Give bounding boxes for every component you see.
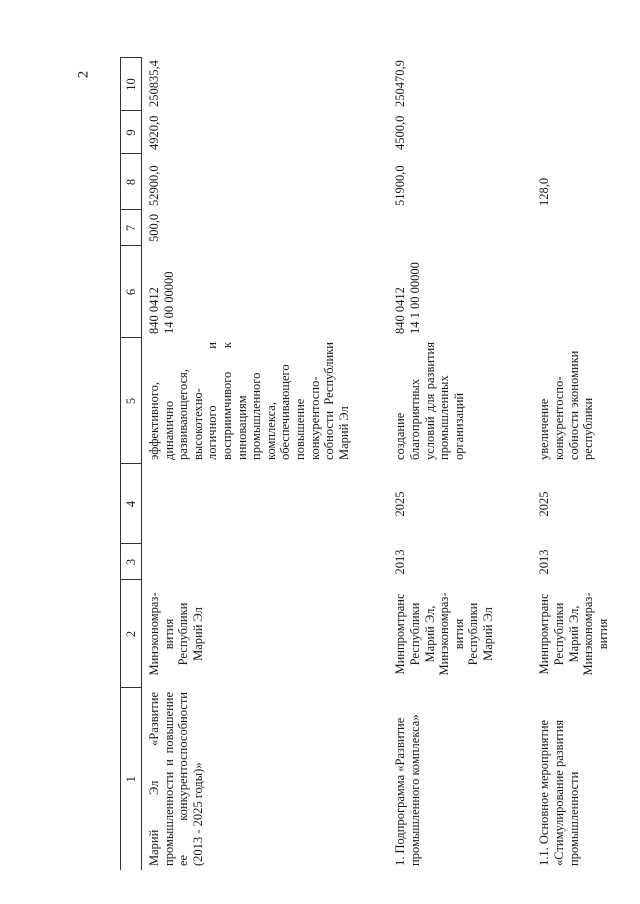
executor-cell: Минпромтранс Республики Марий Эл, Минэкономраз- вития [537,592,610,676]
value-cell-10 [499,58,614,111]
program-name-cell: 1.1. Основное мероприятие «Стимулирование развития промышленности [537,719,581,866]
executor-cell: Минпромтранс Республики Марий Эл, Минэкономраз- вития Республики Марий Эл [393,592,495,676]
header-cell: 6 [121,246,142,338]
start-year-cell [142,544,356,580]
program-table [120,58,614,871]
expected-result-cell: эффективного, динамично развивающегося, высокотехно- логичного и восприимчивого к инновациям промышленного комплекса, обеспечивающего повышение конкурентоспо- собности Республики Марий Эл [147,342,351,460]
page-number: 2 [75,70,92,79]
header-cell: 4 [121,464,142,544]
start-year-cell: 2013 [393,549,408,575]
value-cell-8: 51900,0 [393,165,408,206]
expected-result-cell: увеличение конкурентоспо- собности экономики республики [537,350,596,460]
value-cell-7 [499,210,614,246]
value-cell-7: 500,0 [147,213,161,242]
budget-code-cell [499,246,614,338]
table-row [499,58,614,870]
header-cell: 5 [121,338,142,464]
value-cell-8: 128,0 [537,177,552,206]
end-year-cell: 2025 [537,491,552,517]
header-cell: 3 [121,544,142,580]
executor-cell: Минэкономраз- вития Республики Марий Эл [147,592,205,676]
expected-result-cell: создание благоприятных условий для развития промышленных организаций [393,342,466,460]
header-cell: 9 [121,111,142,154]
header-cell: 1 [121,688,142,870]
header-cell: 2 [121,580,142,688]
end-year-cell: 2025 [393,491,408,517]
header-cell: 10 [121,58,142,111]
value-cell-10: 250470,9 [393,60,408,107]
value-cell-7 [355,210,499,246]
value-cell-9: 4920,0 [147,115,161,150]
value-cell-9: 4500,0 [393,115,408,150]
end-year-cell [142,464,356,544]
header-cell: 8 [121,154,142,210]
program-name-cell: Марий Эл «Развитие промышленности и повышение ее конкурентоспособности (2013 - 2025 годы)» [147,692,205,866]
budget-code-cell: 840 0412 14 1 00 00000 [393,262,422,334]
value-cell-9 [499,111,614,154]
header-cell: 7 [121,210,142,246]
header-row [121,58,142,870]
table-row [142,58,356,870]
value-cell-8: 52900,0 [147,165,161,206]
start-year-cell: 2013 [537,549,552,575]
table-row [355,58,499,870]
value-cell-10: 250835,4 [147,60,161,107]
program-name-cell: 1. Подпрограмма «Развитие промышленного комплекса» [393,714,422,866]
budget-code-cell: 840 0412 14 00 00000 [147,271,176,334]
